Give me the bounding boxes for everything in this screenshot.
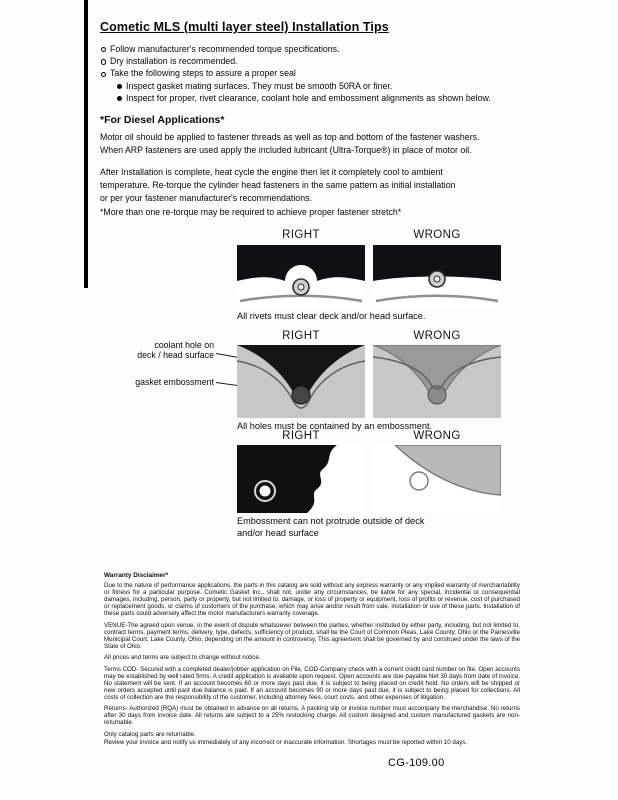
annotation-line: deck / head surface [137,350,214,361]
embossment-right-illustration [237,345,365,418]
rivet-clearance-wrong-diagram [373,245,501,307]
wrong-label-row1: WRONG [413,229,461,241]
diesel-heading: *For Diesel Applications* [100,114,225,126]
warranty-heading: Warranty Disclaimer* [104,572,169,579]
page-title: Cometic MLS (multi layer steel) Installation Tips [100,20,389,34]
tip-item: Take the following steps to assure a proper seal [100,67,491,79]
protrusion-right-diagram [237,445,365,513]
warranty-paragraph: VENUE-The agreed upon venue, in the event of dispute whatsoever between the parties, whether instituted by either party, including, but not limited to, contract terms, payment terms, delivery, type, defects, sufficiency of product, shall be the Court of Common Pleas, Lake County, Ohio or the Painesville Municipal Court, Lake County, Ohio, depending on the amount in controversy. This agreement shall be governed by and construed under the laws of the State of Ohio. [104,621,520,650]
warranty-paragraph: Terms COD- Secured with a completed dealer/jobber application on File, COD-Company check with a current credit card number on file. Open accounts may be established by well rated firms. A credit application is available upon request. Open accounts are due payable Net 30 days from date of invoice. No statement will be sent. If an account becomes 60 or more days past due, it is subject to being placed on credit hold. No orders will be shipped or new orders accepted until past due balance is paid. If an account becomes 90 or more days past due, it is subject to being placed for collections. All costs of collection are the responsibility of the customer, including attorney fees, court costs, and other expenses of litigation. [104,665,520,701]
embossment-containment-right-diagram [237,345,365,418]
wrong-label-row2: WRONG [413,330,461,342]
wrong-label-row3: WRONG [413,430,461,442]
diesel-paragraph-2 [100,166,456,205]
tip-sub-item: Inspect for proper, rivet clearance, coolant hole and embossment alignments as shown below. [116,92,491,104]
row1-caption: All rivets must clear deck and/or head surface. [237,311,426,321]
rivet-right-illustration [237,245,365,307]
warranty-paragraph: All prices and terms are subject to change without notice. [104,654,261,661]
embossment-containment-wrong-diagram [373,345,501,418]
paragraph-line: or per your fastener manufacturer's recommendations. [100,193,312,203]
tip-sub-item: Inspect gasket mating surfaces. They must be smooth 50RA or finer. [116,80,491,92]
tip-item: Follow manufacturer's recommended torque specifications. [100,43,491,55]
paragraph-line: After Installation is complete, heat cycle the engine then let it completely cool to ambient [100,167,443,177]
row2-caption: All holes must be contained by an embossment. [237,421,433,431]
tips-list [100,43,491,104]
protrusion-right-illustration [237,445,365,513]
paragraph-line: temperature. Re-torque the cylinder head fasteners in the same pattern as initial installation [100,180,456,190]
warranty-paragraph: Only catalog parts are returnable. [104,730,196,738]
diesel-paragraph-1 [100,131,479,157]
gasket-embossment-annotation: gasket embossment [135,377,214,387]
paragraph-line: When ARP fasteners are used apply the included lubricant (Ultra-Torque®) in place of motor oil. [100,145,472,155]
annotation-line: coolant hole on [154,340,214,350]
warranty-paragraph: Due to the nature of performance applications, the parts in this catalog are sold without any express warranty or any implied warranty of merchantability or fitness for a particular purpose. Cometic Gasket Inc., shall not, under any circumstances, be liable for any special, incidental or consequential damages, including, person, party or property, but not limited to, damage, or loss of property or equipment, loss of profits or revenue, cost of purchased or replacement goods, or claims of customers of the purchase, which may arise and/or result from sale, installation or use of these parts. Installation of these parts could adversely affect the motor manufacturers warranty coverage. [104,582,520,617]
warranty-paragraph: Returns- Authorized (RQA) must be obtained in advance on all returns. A packing slip or invoice number must accompany the merchandise. No returns after 30 days from invoice date. All returns are subject to a 25% restocking charge. All custom designed and custom manufactured gaskets are non-returnable. [104,705,520,726]
rivet-wrong-illustration [373,245,501,307]
coolant-hole-annotation [128,340,214,360]
embossment-wrong-illustration [373,345,501,418]
protrusion-wrong-diagram [373,445,501,513]
protrusion-wrong-illustration [373,445,501,513]
right-label-row2: RIGHT [282,330,320,342]
warranty-disclaimer [104,572,520,750]
rivet-clearance-right-diagram [237,245,365,307]
warranty-paragraph: Review your invoice and notify us immediately of any incorrect or inaccurate information. Shortages must be reported within 10 days. [104,738,468,746]
left-margin-rule [84,0,88,288]
right-label-row3: RIGHT [282,430,320,442]
right-label-row1: RIGHT [282,229,320,241]
paragraph-line: Motor oil should be applied to fastener threads as well as top and bottom of the fastener washers. [100,132,480,142]
tip-item: Dry installation is recommended. [100,55,491,67]
retorque-note: *More than one re-torque may be required to achieve proper fastener stretch* [100,207,402,217]
catalog-code: CG-109.00 [388,757,445,769]
row3-caption: Embossment can not protrude outside of deck and/or head surface [237,516,425,538]
